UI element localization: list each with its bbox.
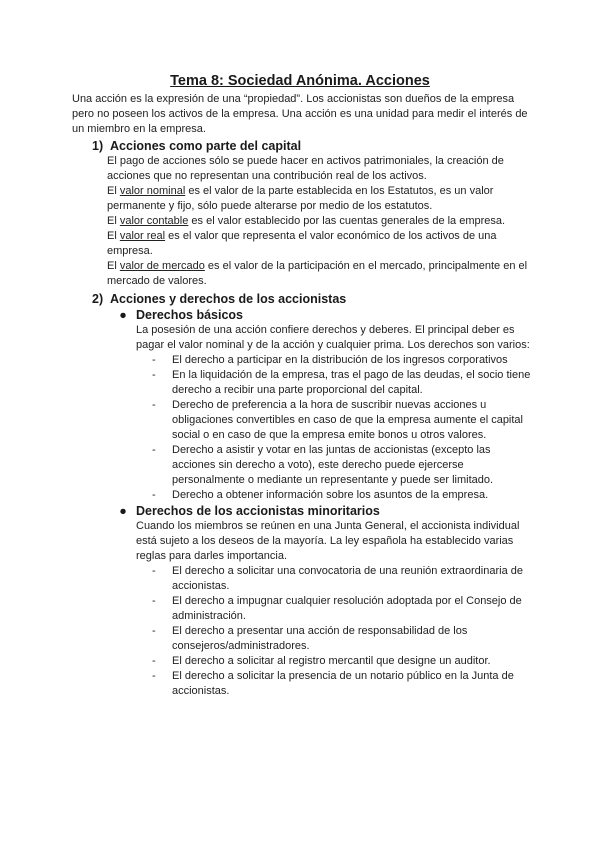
bullet-body <box>136 519 532 699</box>
minority-rights-title: Derechos de los accionistas minoritarios <box>136 504 380 518</box>
definition-term: valor nominal <box>119 185 186 197</box>
bullet-icon: ● <box>119 504 127 518</box>
section-capital <box>92 138 532 289</box>
definition-text: es el valor de la participación en el mercado, principalmente en el mercado de valores. <box>107 260 528 287</box>
basic-rights-intro: La posesión de una acción confiere derechos y deberes. El principal deber es pagar el valor nominal y de la acción y cualquier prima. Los derechos son varios: <box>136 324 530 351</box>
list-item <box>152 368 532 398</box>
dash-icon: - <box>152 489 156 501</box>
definition-prefix: El <box>107 215 120 227</box>
basic-rights-block <box>116 307 532 503</box>
list-item-text: Derecho a asistir y votar en las juntas de accionistas (excepto las acciones sin derecho a voto), este derecho puede ejercerse personalmente o mediante un representante y puede ser limitado. <box>172 444 494 486</box>
list-item-text: Derecho a obtener información sobre los asuntos de la empresa. <box>172 489 489 501</box>
bullet-icon: ● <box>119 308 127 322</box>
list-item <box>152 624 532 654</box>
definition-prefix: El <box>107 185 120 197</box>
basic-rights-title: Derechos básicos <box>136 308 243 322</box>
definition-valor-contable <box>107 214 532 229</box>
dash-icon: - <box>152 565 156 577</box>
list-item <box>152 488 532 503</box>
list-item <box>152 654 532 669</box>
capital-paragraph: El pago de acciones sólo se puede hacer en activos patrimoniales, la creación de acciones que no representan una contribución real de los activos. <box>107 155 504 182</box>
list-item-text: El derecho a solicitar una convocatoria de una reunión extraordinaria de accionistas. <box>172 565 523 592</box>
section-rights <box>92 291 532 699</box>
list-item-text: El derecho a presentar una acción de responsabilidad de los consejeros/administradores. <box>172 625 468 652</box>
basic-rights-list <box>136 353 532 503</box>
definition-term: valor de mercado <box>119 260 205 272</box>
list-item <box>152 353 532 368</box>
bullet-heading <box>116 503 532 519</box>
section-title: Acciones como parte del capital <box>110 139 302 153</box>
definition-term: valor real <box>119 230 166 242</box>
definition-prefix: El <box>107 230 120 242</box>
definition-prefix: El <box>107 260 120 272</box>
minority-rights-list <box>136 564 532 699</box>
list-item <box>152 594 532 624</box>
minority-rights-intro: Cuando los miembros se reúnen en una Junta General, el accionista individual está sujeto a los deseos de la mayoría. La ley española ha establecido varias reglas para darles importancia. <box>136 520 520 562</box>
section-body <box>107 154 532 289</box>
dash-icon: - <box>152 354 156 366</box>
list-item <box>152 398 532 443</box>
definition-valor-nominal <box>107 184 532 214</box>
dash-icon: - <box>152 655 156 667</box>
definition-valor-mercado <box>107 259 532 289</box>
list-item-text: El derecho a solicitar al registro mercantil que designe un auditor. <box>172 655 491 667</box>
bullet-heading <box>116 307 532 323</box>
dash-icon: - <box>152 595 156 607</box>
dash-icon: - <box>152 399 156 411</box>
definition-term: valor contable <box>119 215 189 227</box>
minority-rights-block <box>116 503 532 699</box>
dash-icon: - <box>152 369 156 381</box>
list-item-text: El derecho a impugnar cualquier resolución adoptada por el Consejo de administración. <box>172 595 522 622</box>
list-item <box>152 669 532 699</box>
section-title: Acciones y derechos de los accionistas <box>110 292 347 306</box>
dash-icon: - <box>152 444 156 456</box>
list-item <box>152 564 532 594</box>
document-title: Tema 8: Sociedad Anónima. Acciones <box>170 73 430 89</box>
section-heading <box>92 291 532 307</box>
definition-valor-real <box>107 229 532 259</box>
section-number: 2) <box>92 292 104 306</box>
list-item <box>152 443 532 488</box>
dash-icon: - <box>152 625 156 637</box>
definition-text: es el valor de la parte establecida en los Estatutos, es un valor permanente y fijo, sólo puede alterarse por medio de los estatutos. <box>107 185 494 212</box>
list-item-text: El derecho a solicitar la presencia de un notario público en la Junta de accionistas. <box>172 670 514 697</box>
bullet-body <box>136 323 532 503</box>
intro-paragraph: Una acción es la expresión de una “propiedad”. Los accionistas son dueños de la empresa pero no poseen los activos de la empresa. Una acción es una unidad para medir el interés de un miembro en la empresa. <box>72 93 528 135</box>
section-heading <box>92 138 532 154</box>
list-item-text: En la liquidación de la empresa, tras el pago de las deudas, el socio tiene derecho a recibir una parte proporcional del capital. <box>172 369 531 396</box>
definition-text: es el valor establecido por las cuentas generales de la empresa. <box>188 215 506 227</box>
list-item-text: El derecho a participar en la distribución de los ingresos corporativos <box>172 354 508 366</box>
section-number: 1) <box>92 139 104 153</box>
list-item-text: Derecho de preferencia a la hora de suscribir nuevas acciones u obligaciones convertibles en caso de que la empresa aumente el capital social o en caso de que la empresa emite bonos u otros valores. <box>172 399 523 441</box>
dash-icon: - <box>152 670 156 682</box>
definition-text: es el valor que representa el valor económico de los activos de una empresa. <box>107 230 497 257</box>
